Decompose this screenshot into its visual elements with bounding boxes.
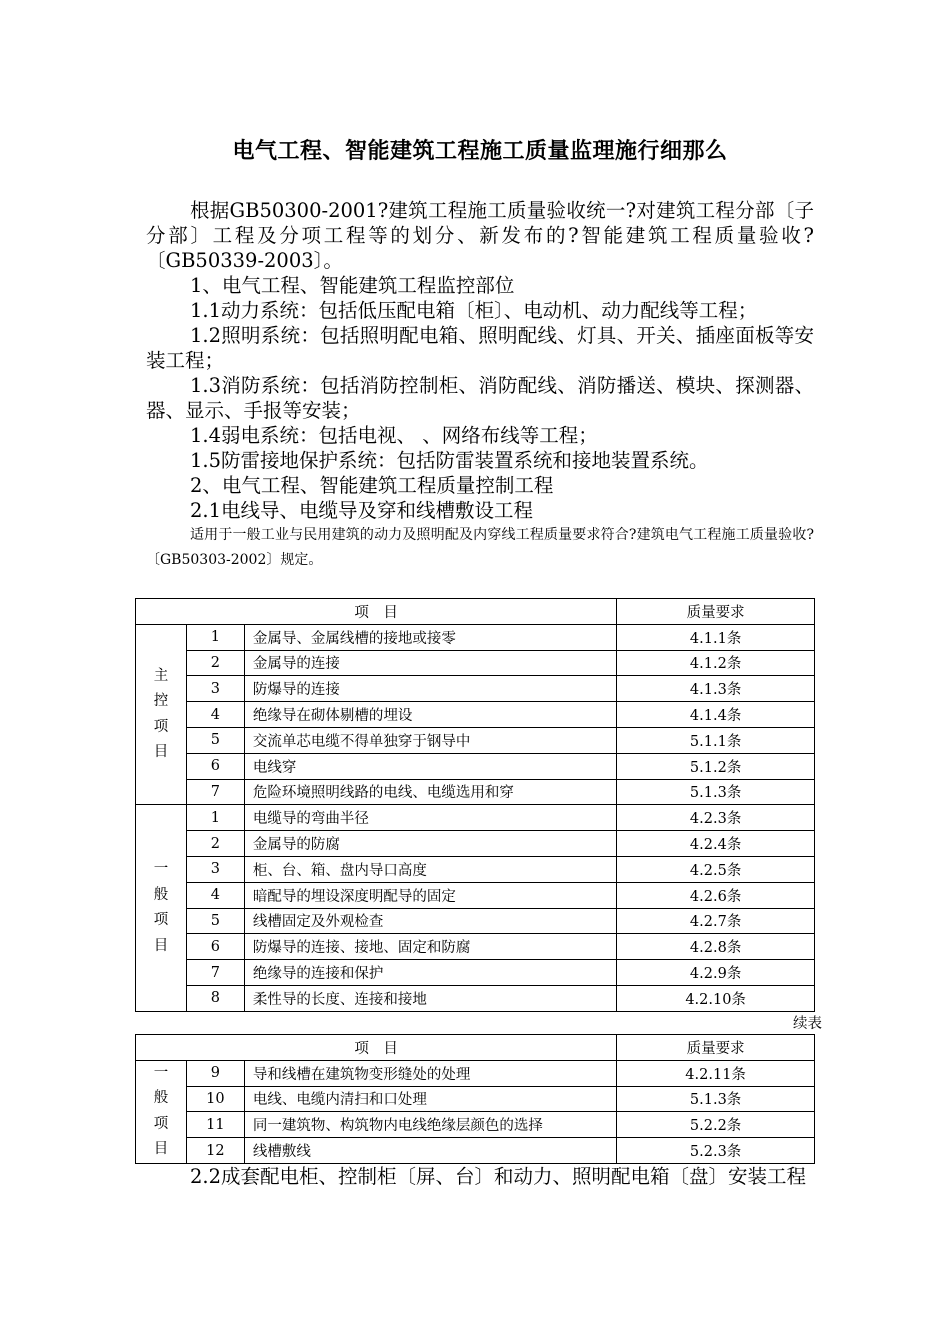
- paragraph-1-4: 1.4弱电系统：包括电视、 、网络布线等工程；: [190, 424, 598, 447]
- table-row: [136, 624, 815, 650]
- quality-table: [135, 598, 815, 1012]
- row-item: 金属导、金属线槽的接地或接零: [244, 624, 616, 650]
- row-item: 金属导的防腐: [244, 831, 616, 857]
- row-item: 导和线槽在建筑物变形缝处的处理: [244, 1060, 616, 1086]
- row-number: 7: [186, 960, 244, 986]
- paragraph-heading-1: 1、电气工程、智能建筑工程监控部位: [190, 274, 515, 297]
- header-requirement: 质量要求: [617, 1035, 815, 1061]
- table-row: [136, 1086, 815, 1112]
- row-requirement: 5.1.3条: [617, 779, 815, 805]
- row-item: 防爆导的连接、接地、固定和防腐: [244, 934, 616, 960]
- table-row: [136, 753, 815, 779]
- table-row: [136, 960, 815, 986]
- row-item: 防爆导的连接: [244, 676, 616, 702]
- header-requirement: 质量要求: [617, 599, 815, 625]
- row-item: 交流单芯电缆不得单独穿于钢导中: [244, 727, 616, 753]
- table-row: [136, 908, 815, 934]
- row-number: 6: [186, 934, 244, 960]
- paragraph-2-1: 2.1电线导、电缆导及穿和线槽敷设工程: [190, 499, 534, 522]
- general-items-group: [136, 805, 815, 1011]
- table-row: [136, 1112, 815, 1138]
- row-requirement: 4.2.10条: [617, 985, 815, 1011]
- main-items-group: [136, 624, 815, 805]
- row-requirement: 4.2.4条: [617, 831, 815, 857]
- row-item: 绝缘导在砌体剔槽的埋设: [244, 702, 616, 728]
- table-row: [136, 702, 815, 728]
- row-requirement: 4.2.3条: [617, 805, 815, 831]
- table-row: [136, 882, 815, 908]
- row-number: 5: [186, 908, 244, 934]
- row-item: 柜、台、箱、盘内导口高度: [244, 856, 616, 882]
- row-requirement: 4.2.6条: [617, 882, 815, 908]
- row-requirement: 4.2.11条: [617, 1060, 815, 1086]
- row-number: 11: [186, 1112, 244, 1138]
- general-items-group: [136, 1060, 815, 1163]
- header-item: 项 目: [136, 599, 617, 625]
- row-number: 1: [186, 624, 244, 650]
- table-header-row: [136, 1035, 815, 1061]
- quality-table-continued: [135, 1034, 815, 1164]
- row-number: 1: [186, 805, 244, 831]
- row-item: 同一建筑物、构筑物内电线绝缘层颜色的选择: [244, 1112, 616, 1138]
- row-number: 5: [186, 727, 244, 753]
- paragraph-1-1: 1.1动力系统：包括低压配电箱〔柜〕、电动机、动力配线等工程；: [190, 299, 758, 322]
- table-header-row: [136, 599, 815, 625]
- document-body: [146, 198, 814, 573]
- table-row: [136, 1138, 815, 1164]
- row-requirement: 5.1.3条: [617, 1086, 815, 1112]
- table-row: [136, 934, 815, 960]
- table-row: [136, 856, 815, 882]
- row-requirement: 4.1.4条: [617, 702, 815, 728]
- row-number: 10: [186, 1086, 244, 1112]
- row-item: 线槽固定及外观检查: [244, 908, 616, 934]
- row-requirement: 4.1.3条: [617, 676, 815, 702]
- row-item: 危险环境照明线路的电线、电缆选用和穿: [244, 779, 616, 805]
- group-label: 主 控 项 目: [136, 624, 187, 805]
- row-requirement: 4.1.2条: [617, 650, 815, 676]
- row-number: 2: [186, 650, 244, 676]
- row-number: 7: [186, 779, 244, 805]
- row-requirement: 4.1.1条: [617, 624, 815, 650]
- group-label: 一 般 项 目: [136, 1060, 187, 1163]
- paragraph-heading-2: 2、电气工程、智能建筑工程质量控制工程: [190, 474, 554, 497]
- row-number: 3: [186, 676, 244, 702]
- row-number: 4: [186, 702, 244, 728]
- row-item: 柔性导的长度、连接和接地: [244, 985, 616, 1011]
- table-row: [136, 727, 815, 753]
- table-row: [136, 805, 815, 831]
- row-item: 电线、电缆内清扫和口处理: [244, 1086, 616, 1112]
- row-number: 12: [186, 1138, 244, 1164]
- paragraph-1-2: 1.2照明系统：包括照明配电箱、照明配线、灯具、开关、插座面板等安装工程；: [146, 324, 814, 372]
- row-item: 绝缘导的连接和保护: [244, 960, 616, 986]
- row-requirement: 5.2.2条: [617, 1112, 815, 1138]
- table-row: [136, 1060, 815, 1086]
- header-item: 项 目: [136, 1035, 617, 1061]
- table-row: [136, 779, 815, 805]
- row-item: 金属导的连接: [244, 650, 616, 676]
- paragraph-basis: 根据GB50300-2001?建筑工程施工质量验收统一?对建筑工程分部〔子分部〕工程及分项工程等的划分、新发布的?智能建筑工程质量验收?〔GB50339-2003〕。: [146, 199, 814, 272]
- row-requirement: 4.2.5条: [617, 856, 815, 882]
- group-label: 一 般 项 目: [136, 805, 187, 1011]
- continued-label: 续表: [793, 1016, 822, 1032]
- row-requirement: 4.2.9条: [617, 960, 815, 986]
- document-tail: [146, 1164, 814, 1189]
- paragraph-scope: 适用于一般工业与民用建筑的动力及照明配及内穿线工程质量要求符合?建筑电气工程施工质量验收?〔GB50303-2002〕规定。: [146, 527, 814, 568]
- row-requirement: 5.1.2条: [617, 753, 815, 779]
- row-number: 4: [186, 882, 244, 908]
- paragraph-2-2: 2.2成套配电柜、控制柜〔屏、台〕和动力、照明配电箱〔盘〕安装工程: [190, 1165, 807, 1188]
- row-number: 9: [186, 1060, 244, 1086]
- row-number: 2: [186, 831, 244, 857]
- row-requirement: 5.2.3条: [617, 1138, 815, 1164]
- paragraph-1-3: 1.3消防系统：包括消防控制柜、消防配线、消防播送、模块、探测器、器、显示、手报等安装；: [146, 374, 814, 422]
- row-number: 3: [186, 856, 244, 882]
- row-number: 8: [186, 985, 244, 1011]
- row-item: 线槽敷线: [244, 1138, 616, 1164]
- row-requirement: 5.1.1条: [617, 727, 815, 753]
- row-number: 6: [186, 753, 244, 779]
- table-row: [136, 650, 815, 676]
- row-requirement: 4.2.8条: [617, 934, 815, 960]
- row-item: 电缆导的弯曲半径: [244, 805, 616, 831]
- document-title: 电气工程、智能建筑工程施工质量监理施行细那么: [232, 139, 728, 164]
- table-row: [136, 985, 815, 1011]
- row-item: 暗配导的埋设深度明配导的固定: [244, 882, 616, 908]
- table-row: [136, 831, 815, 857]
- row-item: 电线穿: [244, 753, 616, 779]
- table-row: [136, 676, 815, 702]
- row-requirement: 4.2.7条: [617, 908, 815, 934]
- paragraph-1-5: 1.5防雷接地保护系统：包括防雷装置系统和接地装置系统。: [190, 449, 709, 472]
